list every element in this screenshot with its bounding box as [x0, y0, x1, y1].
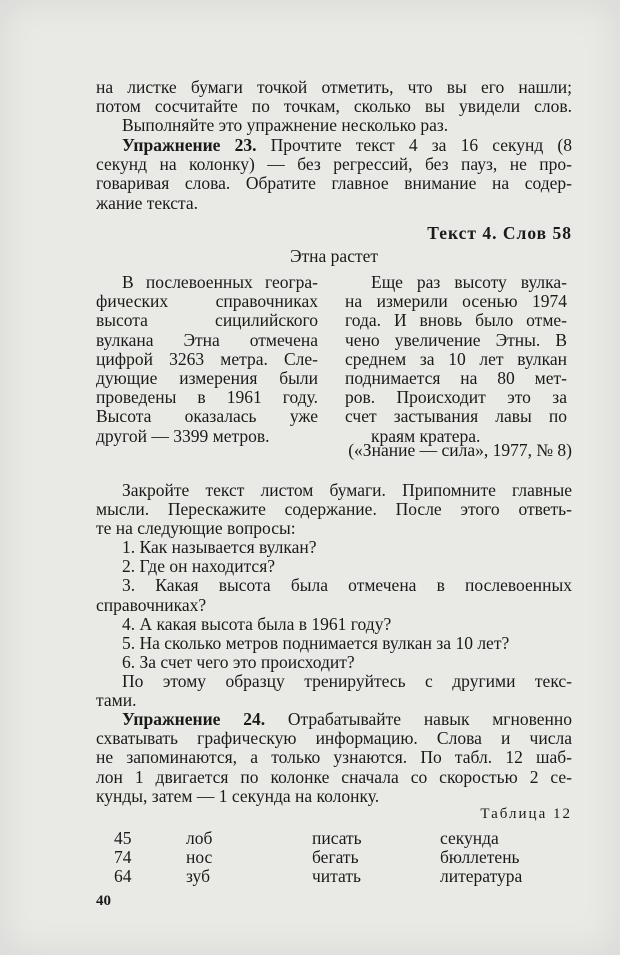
instructions-line: мысли. Перескажите содержание. После этого ответь-: [96, 499, 572, 520]
table-row: [110, 828, 580, 848]
exercise-24-line: не запоминаются, а только узнаются. По табл. 12 шаб-: [96, 747, 572, 768]
table-cell-word: бюллетень: [440, 847, 520, 867]
intro-line: Выполняйте это упражнение несколько раз.: [122, 115, 449, 136]
column-line: чено увеличение Этны. В: [345, 329, 567, 350]
table-row: [110, 847, 580, 867]
exercise-24-line: [96, 710, 572, 729]
column-line: года. И вновь было отме-: [345, 310, 567, 331]
exercise-24-label: Упражнение 24.: [122, 709, 266, 729]
column-line: фических справочниках: [96, 291, 318, 312]
question-item: 1. Как называется вулкан?: [122, 537, 317, 557]
question-item: 3. Какая высота была отмечена в послевоенных: [122, 575, 572, 596]
intro-paragraph: [96, 78, 572, 136]
column-line: В послевоенных геогра-: [122, 272, 318, 292]
column-line: другой — 3399 метров.: [96, 425, 270, 446]
table-cell-word: бегать: [312, 847, 359, 867]
table-cell-word: секунда: [440, 828, 499, 848]
column-line: поднимается на 80 мет-: [345, 368, 567, 389]
exercise-24-line: схватывать графическую информацию. Слова и числа: [96, 728, 572, 749]
instructions-paragraph: [96, 481, 572, 539]
column-line: ров. Происходит это за: [345, 387, 567, 408]
training-line: По этому образцу тренируйтесь с другими текс-: [122, 671, 572, 691]
column-line: Высота оказалась уже: [96, 406, 318, 427]
question-item: 2. Где он находится?: [122, 556, 276, 577]
table-cell-number: 64: [114, 866, 132, 886]
table-row: [110, 866, 580, 886]
left-column: [96, 273, 318, 446]
exercise-24: [96, 710, 572, 806]
exercise-23-line: [96, 136, 572, 155]
column-line: вулкана Этна отмечена: [96, 329, 318, 350]
article-title: Этна растет: [289, 246, 379, 266]
intro-line: на листке бумаги точкой отметить, что вы его нашли;: [96, 77, 572, 97]
instructions-line: Закройте текст листом бумаги. Припомните главные: [122, 480, 572, 500]
exercise-23-text: Прочтите текст 4 за 16 секунд (8: [270, 135, 573, 155]
question-item: 6. За счет чего это происходит?: [122, 652, 355, 673]
table-cell-word: нос: [186, 847, 213, 867]
table-cell-word: зуб: [186, 866, 210, 886]
table-cell-word: писать: [312, 828, 362, 848]
text-heading: Текст 4. Слов 58: [427, 223, 572, 243]
questions-list: [96, 538, 572, 672]
column-line: краям кратера.: [371, 425, 481, 446]
table-cell-number: 74: [114, 847, 132, 867]
exercise-23-line: секунд на колонку) — без регрессий, без пауз, не про-: [96, 154, 572, 175]
column-line: дующие измерения были: [96, 368, 318, 389]
exercise-23-line: жание текста.: [96, 192, 198, 213]
table-cell-word: лоб: [186, 828, 213, 848]
question-item: справочниках?: [96, 594, 207, 615]
exercise-23-label: Упражнение 23.: [122, 135, 257, 155]
source-citation: («Знание — сила», 1977, № 8): [348, 440, 572, 460]
exercise-24-text: Отрабатывайте навык мгновенно: [287, 709, 573, 729]
table-caption: Таблица 12: [480, 806, 572, 822]
column-line: среднем за 10 лет вулкан: [345, 348, 567, 369]
column-line: высота сицилийского: [96, 310, 318, 331]
table-cell-number: 45: [114, 828, 132, 848]
column-line: счет застывания лавы по: [345, 406, 567, 427]
instructions-line: те на следующие вопросы:: [96, 518, 296, 539]
training-paragraph: [96, 672, 572, 710]
page-number: 40: [96, 893, 111, 909]
exercise-24-line: лон 1 двигается по колонке сначала со скоростью 2 се-: [96, 766, 572, 787]
exercise-23-line: говаривая слова. Обратите главное внимание на содер-: [96, 173, 572, 194]
column-line: Еще раз высоту вулка-: [371, 272, 567, 292]
column-line: цифрой 3263 метра. Сле-: [96, 348, 318, 369]
exercise-24-line: кунды, затем — 1 секунда на колонку.: [96, 785, 380, 806]
column-line: на измерили осенью 1974: [345, 291, 567, 312]
column-line: проведены в 1961 году.: [96, 387, 318, 408]
question-item: 4. А какая высота была в 1961 году?: [122, 613, 392, 634]
right-column: [345, 273, 567, 446]
training-line: тами.: [96, 690, 137, 711]
table-cell-word: литература: [440, 866, 523, 886]
question-item: 5. На сколько метров поднимается вулкан за 10 лет?: [122, 633, 510, 654]
exercise-23: [96, 136, 572, 213]
table-cell-word: читать: [312, 866, 361, 886]
intro-line: потом сосчитайте по точкам, сколько вы увидели слов.: [96, 96, 572, 117]
